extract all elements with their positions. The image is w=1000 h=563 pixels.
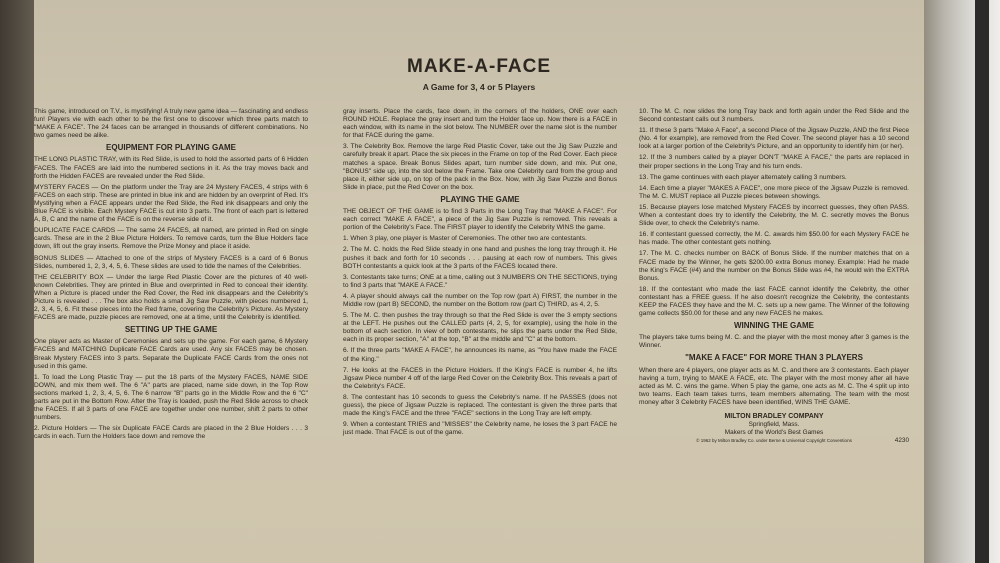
paragraph: THE OBJECT OF THE GAME is to find 3 Parts in the Long Tray that "MAKE A FACE". For each correct "MAKE A FACE", a piece of the Jig Saw Puzzle is removed. This reveals a portion of the Celebrity's Face. The FIRST player to identify the Celebrity WINS the game. (343, 208, 617, 232)
paragraph: BONUS SLIDES — Attached to one of the strips of Mystery FACES is a card of 6 Bonus Slides, numbered 1, 2, 3, 4, 5, 6. These slides are used to tide the names of the Celebrities. (34, 254, 308, 270)
page-title: MAKE-A-FACE (407, 56, 551, 77)
paragraph: MYSTERY FACES — On the platform under the Tray are 24 Mystery FACES, 4 strips with 6 FACES on each strip. These are printed in blue ink and are hidden by an overprint of Red. It's Mystifying when a FACE appears under the Red Slide, the Red ink disappears and only the Blue FACE is visible. Each Mystery FACE is cut into 3 parts. The front of each part is lettered A, B, C and the name of the FACE is on the reverse side of it. (34, 183, 308, 224)
paragraph: 2. Picture Holders — The six Duplicate FACE Cards are placed in the 2 Blue Holders . . . 3 cards in each. Turn the Holders face down and remove the (34, 425, 308, 441)
publisher-footer (639, 413, 909, 445)
heading-playing: PLAYING THE GAME (440, 194, 520, 204)
paragraph: 12. If the 3 numbers called by a player DON'T "MAKE A FACE," the parts are replaced in their proper sections in the Long Tray and his turn ends. (639, 154, 909, 170)
paragraph: 9. When a contestant TRIES and "MISSES" the Celebrity name, he loses the 3 part FACE he just made. That FACE is out of the game. (343, 421, 617, 437)
company-name: MILTON BRADLEY COMPANY (724, 413, 824, 420)
product-code: 4230 (894, 436, 909, 444)
background-right (920, 0, 1000, 563)
paragraph: 2. The M. C. holds the Red Slide steady in one hand and pushes the long tray through it. He pushes it back and forth for 10 seconds . . . pausing at each row of numbers. This gives BOTH contestants a quick look at the 3 parts of the FACES located there. (343, 246, 617, 270)
column-2 (343, 108, 617, 440)
heading-setup: SETTING UP THE GAME (124, 325, 218, 335)
paragraph: 11. If these 3 parts "Make A Face", a second Piece of the Jigsaw Puzzle, AND the first Piece (No. 4 for example), are removed from the Red Cover. The second player has a 10 second look at a larger portion of the Celebrity's Picture, and an opportunity to identify him (or her). (639, 127, 909, 151)
paragraph: 3. Contestants take turns; ONE at a time, calling out 3 NUMBERS ON THE SECTIONS, trying to find 3 parts that "MAKE A FACE." (343, 273, 617, 289)
paragraph: 17. The M. C. checks number on BACK of Bonus Slide. If the number matches that on a FACE made by the Winner, he gets $200.00 extra Bonus money. Example: Had he made the King's FACE (#4) and the number on the Bonus Slide was #4, he would win the EXTRA Bonus. (639, 250, 909, 282)
paragraph: THE LONG PLASTIC TRAY, with its Red Slide, is used to hold the assorted parts of 6 Hidden FACES. The FACES are laid into the numbered sections in it. As the tray moves back and forth the Hidden FACES are revealed under the Red Slide. (34, 156, 308, 180)
paragraph: DUPLICATE FACE CARDS — The same 24 FACES, all named, are printed in Red on single cards. These are in the 2 Blue Picture Holders. To remove cards, turn the Blue Holders face down, lift out the gray inserts. Remove the Prize Money and place it aside. (34, 227, 308, 251)
paragraph: 16. If contestant guessed correctly, the M. C. awards him $50.00 for each Mystery FACE he has made. The other contestant gets nothing. (639, 231, 909, 247)
paragraph: 18. If the contestant who made the last FACE cannot identify the Celebrity, the other contestant has a FREE guess. If he also doesn't recognize the Celebrity, the contestants KEEP the FACES they have and the M. C. sets up a new game. The Winner of the following game collects $50.00 for these and any new FACES he makes. (639, 285, 909, 318)
heading-more-players: "MAKE A FACE" FOR MORE THAN 3 PLAYERS (685, 353, 863, 363)
column-1 (34, 108, 308, 444)
paragraph: When there are 4 players, one player acts as M. C. and there are 3 contestants. Each player having a turn, trying to MAKE A FACE, etc. The player with the most money after all have acted as M. C. wins the game. When 5 play the game, one acts as M. C. The 4 split up into two teams. Each team takes turns, team members alternating. The team with the most money after 3 Celebrity FACES have been identified, WINS THE GAME. (639, 366, 909, 406)
column-3 (639, 108, 909, 445)
paragraph: 4. A player should always call the number on the Top row (part A) FIRST, the number in the Middle row (part B) SECOND, the number on the Bottom row (part C) THIRD, as 4, 2, 5. (343, 292, 617, 308)
paragraph: 10. The M. C. now slides the long Tray back and forth again under the Red Slide and the Second contestant calls out 3 numbers. (639, 108, 909, 124)
paragraph: One player acts as Master of Ceremonies and sets up the game. For each game, 6 Mystery FACES and MATCHING Duplicate FACE Cards are used. Any six FACES may be chosen. Break Mystery FACES into 3 parts. Separate the Duplicate FACE Cards from the ones not used in this game. (34, 338, 308, 370)
paragraph: 8. The contestant has 10 seconds to guess the Celebrity's name. If he PASSES (does not guess), the piece of Jigsaw Puzzle is replaced. The contestant is given the three parts that made the King's FACE and the three "FACE" sections in the Long Tray are left empty. (343, 393, 617, 418)
paragraph: 13. The game continues with each player alternately calling 3 numbers. (639, 173, 847, 181)
paragraph: 15. Because players lose matched Mystery FACES by incorrect guesses, they often PASS. When a contestant does try to identify the Celebrity, the M. C. secretly moves the Bonus Slide over, to check the Celebrity's name. (639, 203, 909, 228)
heading-winning: WINNING THE GAME (734, 321, 814, 331)
paragraph: The players take turns being M. C. and the player with the most money after 3 games is the Winner. (639, 334, 909, 350)
paragraph: THE CELEBRITY BOX — Under the large Red Plastic Cover are the pictures of 40 well-known Celebrities. They are printed in Blue and overprinted in Red to conceal their identity. When a Picture is placed under the Red Cover, the Red ink disappears and the Celebrity's Picture is revealed . . . The box also holds a small Jig Saw Puzzle, with pieces numbered 1, 2, 3, 4, 5, 6. Fit these pieces into the Red frame, covering the Celebrity's Picture. As Mystery FACES are made, puzzle pieces are removed, one at a time, until the Celebrity is identified. (34, 273, 308, 322)
paragraph: 7. He looks at the FACES in the Picture Holders. If the King's FACE is number 4, he lifts Jigsaw Piece number 4 off of the large Red Cover on the Celebrity Box. This reveals a part of the Celebrity's FACE. (343, 366, 617, 390)
paragraph: 5. The M. C. then pushes the tray through so that the Red Slide is over the 3 empty sections at the LEFT. He pushes out the CALLED parts (4, 2, 5, for example), using the hole in the bottom of each section. In view of both contestants, he slips the parts under the Red Slide, each in its proper section, "A" at the top, "B" at the middle and "C" at the bottom. (343, 312, 617, 344)
intro-paragraph: This game, introduced on T.V., is mystifying! A truly new game idea — fascinating and endless fun! Players vie with each other to be the first one to discover which three parts match to "MAKE A FACE". The 24 faces can be arranged in thousands of different combinations. No two games need be alike. (34, 108, 308, 140)
paragraph: 1. When 3 play, one player is Master of Ceremonies. The other two are contestants. (343, 235, 587, 243)
paragraph: 1. To load the Long Plastic Tray — put the 18 parts of the Mystery FACES, NAME SIDE DOWN, and mix them well. The 6 "A" parts are placed, name side down, in the Top Row sections marked 1, 2, 3, 4, 5, 6. The 6 narrow "B" parts go in the Middle Row and the 6 "C" parts are put in the Bottom Row. After the Tray is loaded, push the Red Slide across to check the FACES. If all 3 parts of one FACE are together under one number, shift 2 parts to other numbers. (34, 373, 308, 422)
paragraph: 14. Each time a player "MAKES A FACE", one more piece of the Jigsaw Puzzle is removed. The M. C. MUST replace all Puzzle pieces between showings. (639, 184, 909, 200)
copyright-line: © 1962 by Milton Bradley Co. under Berne & Universal Copyright Conventions (696, 438, 852, 443)
background-slot (975, 0, 989, 563)
heading-equipment: EQUIPMENT FOR PLAYING GAME (106, 143, 236, 153)
paragraph: 6. If the three parts "MAKE A FACE", he announces its name, as "You have made the FACE of the King." (343, 347, 617, 363)
rules-sheet (34, 0, 924, 563)
page-subtitle: A Game for 3, 4 or 5 Players (422, 82, 536, 92)
paragraph: gray inserts. Place the cards, face down, in the corners of the holders, ONE over each ROUND HOLE. Replace the gray insert and turn the Holder face up. Now there is a FACE in each window, with its name in the slot below. The NUMBER over the name slot is the number for that FACE during the game. (343, 108, 617, 140)
paragraph: 3. The Celebrity Box. Remove the large Red Plastic Cover, take out the Jig Saw Puzzle and carefully break it apart. Place the six pieces in the Frame on top of the Red Cover. Each piece matches a space. Break Bonus Slides apart, turn number side down, and mix. Put one, "BONUS" side up, into the slot below the Frame. Take one Celebrity card from the group and place it, either side up, on top of the pack in the Box. Now, with Jig Saw Puzzle and Bonus Slide in place, put the Red Cover on the box. (343, 143, 617, 191)
company-city: Springfield, Mass. (748, 421, 800, 428)
company-slogan: Makers of the World's Best Games (724, 429, 824, 436)
